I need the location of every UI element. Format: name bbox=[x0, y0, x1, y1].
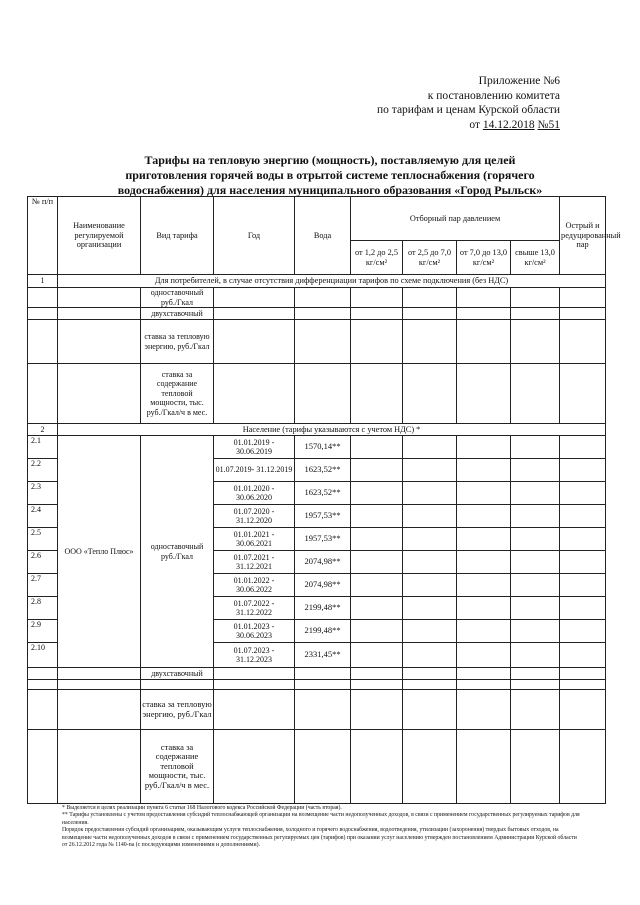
section-2-row bbox=[28, 424, 606, 436]
tariff-label: ставка за содержание тепловой мощности, тыс. руб./Гкал/ч в мес. bbox=[141, 730, 214, 804]
header-row bbox=[28, 197, 606, 241]
tariff-label: одноставочный руб./Гкал bbox=[141, 288, 214, 308]
period: 01.07.2021 - 31.12.2021 bbox=[214, 551, 295, 574]
table-row bbox=[28, 690, 606, 730]
period: 01.01.2019 - 30.06.2019 bbox=[214, 436, 295, 459]
header-org: Наименование регулируемой организации bbox=[58, 197, 141, 275]
row-num: 2.1 bbox=[28, 436, 58, 459]
section-1-title: Для потребителей, в случае отсутствия дифференциации тарифов по схеме подключения (без НДС) bbox=[58, 275, 606, 288]
header-steam: Отборный пар давлением bbox=[351, 197, 560, 241]
section-2-num: 2 bbox=[28, 424, 58, 436]
header-pressure-1: от 1,2 до 2,5 кг/см² bbox=[351, 241, 403, 275]
water-value: 2199,48** bbox=[295, 620, 351, 643]
table-row bbox=[28, 364, 606, 424]
table-row bbox=[28, 320, 606, 364]
table-row bbox=[28, 288, 606, 308]
appendix-date: 14.12.2018 bbox=[482, 118, 535, 131]
tariff-label: двухставочный bbox=[141, 308, 214, 320]
table-row bbox=[28, 308, 606, 320]
appendix-line-2: к постановлению комитета bbox=[427, 89, 560, 102]
water-value: 2199,48** bbox=[295, 597, 351, 620]
water-value: 1623,52** bbox=[295, 482, 351, 505]
tariff-type-cell: одноставочный руб./Гкал bbox=[141, 436, 214, 668]
tariff-label: ставка за тепловую энергию, руб./Гкал bbox=[141, 320, 214, 364]
header-pressure-4: свыше 13,0 кг/см² bbox=[511, 241, 560, 275]
header-tariff-type: Вид тарифа bbox=[141, 197, 214, 275]
water-value: 1623,52** bbox=[295, 459, 351, 482]
appendix-block bbox=[330, 74, 560, 132]
section-1-num: 1 bbox=[28, 275, 58, 288]
period: 01.01.2020 - 30.06.2020 bbox=[214, 482, 295, 505]
tariff-table bbox=[27, 196, 621, 804]
header-num: № п/п bbox=[28, 197, 58, 275]
footnote-2: ** Тарифы установлены с учетом предоставления субсидий теплоснабжающей организации на возмещение части недополученных доходов, в связи с применением государственных регулируемых тарифов для населения. bbox=[62, 812, 580, 826]
period: 01.07.2023 - 31.12.2023 bbox=[214, 643, 295, 668]
header-sharp-steam: Острый и редуцированный пар bbox=[560, 197, 606, 275]
row-num: 2.10 bbox=[28, 643, 58, 668]
footnotes bbox=[62, 805, 582, 849]
period: 01.07.2019- 31.12.2019 bbox=[214, 459, 295, 482]
appendix-number: №51 bbox=[537, 118, 560, 131]
water-value: 2331,45** bbox=[295, 643, 351, 668]
section-2-title: Население (тарифы указываются с учетом НДС) * bbox=[58, 424, 606, 436]
table-row bbox=[28, 668, 606, 680]
row-num: 2.8 bbox=[28, 597, 58, 620]
table-row bbox=[28, 730, 606, 804]
header-water: Вода bbox=[295, 197, 351, 275]
period: 01.07.2022 - 31.12.2022 bbox=[214, 597, 295, 620]
water-value: 2074,98** bbox=[295, 574, 351, 597]
water-value: 2074,98** bbox=[295, 551, 351, 574]
title-line-3: водоснабжения) для населения муниципального образования «Город Рыльск» bbox=[117, 183, 543, 197]
title-line-2: приготовления горячей воды в отрытой системе теплоснабжения (горячего bbox=[125, 168, 535, 182]
row-num: 2.6 bbox=[28, 551, 58, 574]
row-num: 2.7 bbox=[28, 574, 58, 597]
table-row bbox=[28, 436, 606, 459]
row-num: 2.4 bbox=[28, 505, 58, 528]
row-num: 2.3 bbox=[28, 482, 58, 505]
period: 01.01.2022 - 30.06.2022 bbox=[214, 574, 295, 597]
appendix-line-1: Приложение №6 bbox=[478, 75, 560, 87]
title-line-1: Тарифы на тепловую энергию (мощность), поставляемую для целей bbox=[144, 153, 516, 167]
section-1-row bbox=[28, 275, 606, 288]
header-year: Год bbox=[214, 197, 295, 275]
appendix-line-3: по тарифам и ценам Курской области bbox=[377, 104, 560, 116]
footnote-3: Порядок предоставления субсидий организациям, оказывающим услуги теплоснабжения, холодного и горячего водоснабжения, водоотведения, утилизации (захоронения) твердых бытовых отходов, на возмещение части недополученных доходов в связи с применением государственных регулируемых цен (тарифов) при оказании услуг населению утвержден постановлением Администрации Курской области от 26.12.2012 года № 1140-па (с последующими изменениями и дополнениями). bbox=[62, 827, 577, 849]
period: 01.07.2020 - 31.12.2020 bbox=[214, 505, 295, 528]
period: 01.01.2023 - 30.06.2023 bbox=[214, 620, 295, 643]
tariff-label: ставка за тепловую энергию, руб./Гкал bbox=[141, 690, 214, 730]
water-value: 1957,53** bbox=[295, 528, 351, 551]
header-pressure-3: от 7,0 до 13,0 кг/см² bbox=[457, 241, 511, 275]
table-row bbox=[28, 680, 606, 690]
row-num: 2.2 bbox=[28, 459, 58, 482]
water-value: 1570,14** bbox=[295, 436, 351, 459]
organization-name: ООО «Тепло Плюс» bbox=[58, 436, 141, 668]
appendix-date-prefix: от bbox=[469, 118, 483, 131]
water-value: 1957,53** bbox=[295, 505, 351, 528]
footnote-1: * Выделяется в целях реализации пункта 6 статьи 168 Налогового кодекса Российской Федерации (часть вторая). bbox=[62, 805, 342, 811]
tariff-label: двухставочный bbox=[141, 668, 214, 680]
header-pressure-2: от 2,5 до 7,0 кг/см² bbox=[403, 241, 457, 275]
row-num: 2.9 bbox=[28, 620, 58, 643]
appendix-line-4 bbox=[330, 118, 560, 133]
period: 01.01.2021 - 30.06.2021 bbox=[214, 528, 295, 551]
tariff-label: ставка за содержание тепловой мощности, тыс. руб./Гкал/ч в мес. bbox=[141, 364, 214, 424]
row-num: 2.5 bbox=[28, 528, 58, 551]
document-title bbox=[70, 153, 590, 198]
